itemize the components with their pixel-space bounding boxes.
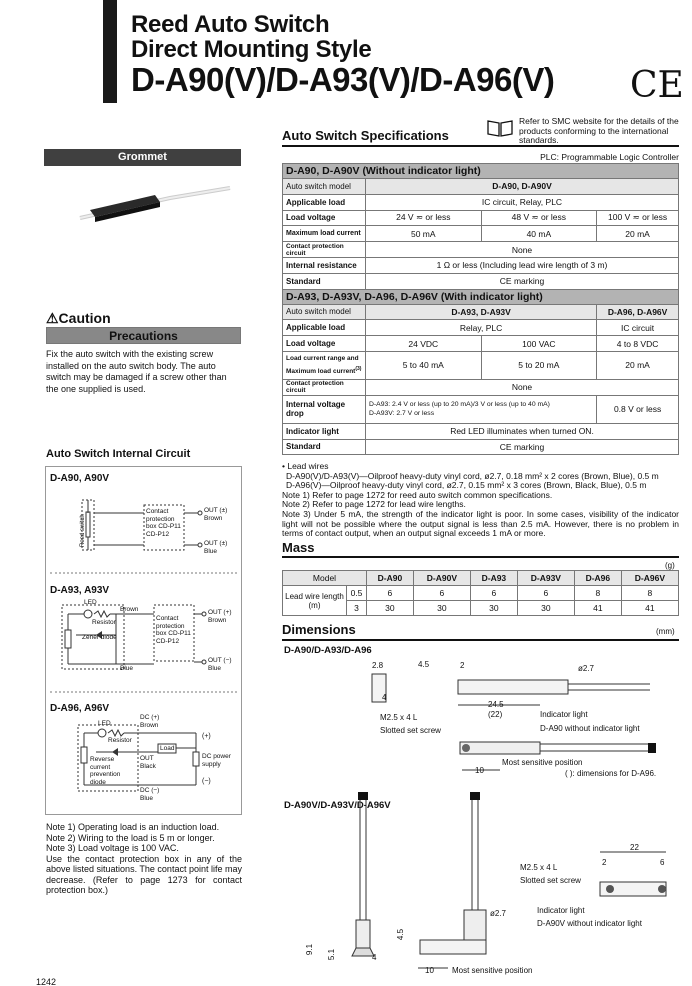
book-icon: [486, 118, 514, 138]
cell: 5 to 20 mA: [481, 351, 597, 379]
dim-label: M2.5 x 4 L: [380, 713, 418, 722]
circuit-box: [45, 466, 242, 815]
dim-label: Slotted set screw: [380, 726, 441, 735]
row-label: Internal voltage drop: [283, 395, 366, 423]
c3-dc-supply: DC power supply: [202, 753, 231, 768]
cell: 40 mA: [481, 226, 597, 242]
circuit-notes: [46, 822, 242, 896]
divider: [282, 639, 679, 641]
cell: 6: [470, 586, 517, 601]
cell: 24 VDC: [366, 336, 482, 352]
dim-label: 6: [660, 858, 665, 867]
dim-label: 2.8: [372, 661, 384, 670]
c3-dc-plus-color: Brown: [140, 722, 159, 729]
dimensions-unit: (mm): [656, 627, 675, 636]
title-line-2: Direct Mounting Style: [131, 36, 372, 63]
note: D-A90(V)/D-A93(V)—Oilproof heavy-duty vinyl cord, ø2.7, 0.18 mm² x 2 cores (Brown, Blue), 0.5 m: [286, 470, 659, 481]
dim-label: Indicator light: [537, 906, 585, 915]
header-bar: [103, 0, 117, 103]
dim-label: Indicator light: [540, 710, 588, 719]
c2-out-plus: OUT (+): [208, 609, 232, 616]
cell: 20 mA: [597, 226, 679, 242]
row-label: Applicable load: [283, 320, 366, 336]
cell: 41: [574, 601, 621, 616]
row-label: [283, 351, 366, 379]
dim-label: M2.5 x 4 L: [520, 863, 558, 872]
c3-load: Load: [160, 745, 175, 752]
row-label: Load voltage: [283, 336, 366, 352]
dim-label: 5.1: [327, 948, 337, 961]
mass-heading: Mass: [282, 540, 315, 555]
row-label: Internal resistance: [283, 257, 366, 273]
row-label: Standard: [283, 439, 366, 455]
cell: 30: [367, 601, 414, 616]
dim-label: ( ): dimensions for D-A96.: [565, 769, 657, 778]
c3-out-color: Black: [140, 763, 156, 770]
row-label: Contact protection circuit: [283, 379, 366, 395]
dimension-drawing-2: [300, 790, 680, 980]
c1-box-label: Contact protection box CD-P11 CD-P12: [146, 508, 181, 538]
cell: Red LED illuminates when turned ON.: [366, 423, 679, 439]
cell: 6: [413, 586, 470, 601]
cell: 6: [517, 586, 574, 601]
dimension-subtitle-1: D-A90/D-A93/D-A96: [284, 645, 372, 656]
mass-header: D-A93V: [517, 571, 574, 586]
row-label: Applicable load: [283, 194, 366, 210]
cell: 0.5: [347, 586, 367, 601]
cell: D-A93, D-A93V: [366, 304, 597, 320]
cell: 1 Ω or less (Including lead wire length of 3 m): [366, 257, 679, 273]
caution-heading: ⚠Caution: [46, 310, 111, 326]
cell: CE marking: [366, 439, 679, 455]
cell: 6: [367, 586, 414, 601]
cell: 5 to 40 mA: [366, 351, 482, 379]
dim-label: 4: [382, 693, 387, 702]
note: Note 2) Refer to page 1272 for lead wire lengths.: [282, 499, 466, 510]
cell: 24 V ≂ or less: [366, 210, 482, 226]
cell: 100 V ≂ or less: [597, 210, 679, 226]
dim-label: Most sensitive position: [502, 758, 583, 767]
cell: Relay, PLC: [366, 320, 597, 336]
cell: 4 to 8 VDC: [597, 336, 679, 352]
superscript: (3): [355, 365, 362, 372]
c3-resistor: Resistor: [108, 737, 132, 744]
cell: 50 mA: [366, 226, 482, 242]
dim-label: ø2.7: [490, 909, 507, 918]
c2-led: LED: [84, 599, 97, 606]
row-label: Auto switch model: [283, 304, 366, 320]
cell: [366, 395, 597, 423]
circuit-3-title: D-A96, A96V: [50, 703, 110, 714]
cell: 30: [413, 601, 470, 616]
dim-label: 2: [602, 858, 607, 867]
cell: 48 V ≂ or less: [481, 210, 597, 226]
c3-dc-minus-color: Blue: [140, 795, 154, 802]
row-label: Contact protection circuit: [283, 242, 366, 258]
spec-table: [282, 163, 679, 455]
row-label: Indicator light: [283, 423, 366, 439]
cell: D-A96, D-A96V: [597, 304, 679, 320]
c1-out-minus-color: Blue: [204, 548, 218, 555]
plc-note: PLC: Programmable Logic Controller: [540, 152, 679, 162]
circuit-1-title: D-A90, A90V: [50, 473, 110, 484]
cell: 8: [621, 586, 678, 601]
c3-reverse: Reverse current prevention diode: [90, 756, 121, 786]
cell: IC circuit: [597, 320, 679, 336]
cell: 0.8 V or less: [597, 395, 679, 423]
c2-out-plus-color: Brown: [208, 617, 227, 624]
dim-label: 4: [372, 953, 377, 962]
cell: 20 mA: [597, 351, 679, 379]
cell: 41: [621, 601, 678, 616]
c3-plus: (+): [202, 733, 211, 740]
label-part: Load current range and: [286, 354, 359, 362]
mass-header: D-A96: [574, 571, 621, 586]
row-label: Maximum load current: [283, 226, 366, 242]
dim-label: D-A90V without indicator light: [537, 919, 642, 928]
label-part: Maximum load current: [286, 368, 356, 376]
c3-minus: (−): [202, 778, 211, 785]
c2-box-label: Contact protection box CD-P11 CD-P12: [156, 615, 191, 645]
cell: None: [366, 242, 679, 258]
note: Note 1) Operating load is an induction load.: [46, 822, 220, 832]
title-line-1: Reed Auto Switch: [131, 11, 330, 38]
dim-label: (22): [488, 710, 503, 719]
note: Note 1) Refer to page 1272 for reed auto switch common specifications.: [282, 489, 553, 500]
dim-label: 4.5: [418, 660, 430, 669]
section-header: D-A93, D-A93V, D-A96, D-A96V (With indicator light): [283, 289, 679, 304]
row-label: Auto switch model: [283, 179, 366, 195]
dim-label: 2: [460, 661, 465, 670]
c3-dc-minus: DC (−): [140, 787, 160, 794]
ce-mark-icon: CE: [630, 65, 684, 106]
row-label: Lead wire length (m): [283, 586, 347, 616]
dim-label: ø2.7: [578, 664, 595, 673]
dim-label: 4.5: [396, 928, 406, 941]
dim-label: Most sensitive position: [452, 966, 533, 975]
c3-led: LED: [98, 720, 111, 727]
precaution-text: Fix the auto switch with the existing screw installed on the auto switch body. The auto switch may be damaged if a screw other than the one supplied is used.: [46, 349, 227, 394]
mass-header: Model: [283, 571, 367, 586]
mass-header: D-A96V: [621, 571, 678, 586]
c2-blue: Blue: [120, 665, 134, 672]
cell-line: D-A93: 2.4 V or less (up to 20 mA)/3 V or less (up to 40 mA): [369, 401, 550, 409]
dim-label: 10: [425, 966, 434, 975]
c2-out-minus: OUT (−): [208, 657, 232, 664]
precautions-bar: Precautions: [46, 327, 241, 344]
c3-dc-plus: DC (+): [140, 714, 160, 721]
note: Note 2) Wiring to the load is 5 m or longer.: [46, 832, 215, 843]
dimensions-heading: Dimensions: [282, 622, 356, 637]
cell: CE marking: [366, 273, 679, 289]
dim-label: 10: [475, 766, 484, 775]
dim-label: 22: [630, 843, 639, 852]
spec-heading: Auto Switch Specifications: [282, 128, 449, 143]
page-number: 1242: [36, 977, 57, 986]
cell: 3: [347, 601, 367, 616]
c2-resistor: Resistor: [92, 619, 116, 626]
c3-out: OUT: [140, 755, 154, 762]
switch-product-icon: [60, 180, 240, 250]
cell: None: [366, 379, 679, 395]
c1-out-plus-color: Brown: [204, 515, 223, 522]
row-label: Standard: [283, 273, 366, 289]
c1-out-plus: OUT (±): [204, 507, 228, 514]
row-label: Load voltage: [283, 210, 366, 226]
dim-label: 24.5: [488, 700, 504, 709]
smc-note: Refer to SMC website for the details of the products conforming to the international standards.: [519, 116, 679, 145]
note: Note 3) Under 5 mA, the strength of the indicator light is poor. In some cases, visibility of the indicator light will not be possible where the output signal is less than 2.5 mA. However, there is no problem in terms of contact output, when an output signal exceeds 1 mA or more.: [282, 508, 679, 539]
c2-brown: Brown: [120, 606, 139, 613]
section-header: D-A90, D-A90V (Without indicator light): [283, 164, 679, 179]
mass-header: D-A90V: [413, 571, 470, 586]
cell: 8: [574, 586, 621, 601]
cell: D-A90, D-A90V: [366, 179, 679, 195]
note: Use the contact protection box in any of the above listed situations. The contact point life may decrease. (Refer to page 1273 for contact protection box.): [46, 853, 242, 895]
lead-notes: [282, 462, 679, 539]
c1-out-minus: OUT (±): [204, 540, 228, 547]
cell-line: D-A93V: 2.7 V or less: [369, 410, 435, 418]
c2-out-minus-color: Blue: [208, 665, 222, 672]
circuit-2-title: D-A93, A93V: [50, 585, 110, 596]
circuit-heading: Auto Switch Internal Circuit: [46, 448, 191, 460]
note: D-A96(V)—Oilproof heavy-duty vinyl cord, ø2.7, 0.15 mm² x 3 cores (Brown, Black, Blue), 0.5 m: [286, 480, 647, 491]
divider: [282, 556, 679, 558]
cell: 100 VAC: [481, 336, 597, 352]
dim-label: 9.1: [305, 943, 315, 956]
dim-label: D-A90 without indicator light: [540, 724, 640, 733]
mass-header: D-A93: [470, 571, 517, 586]
mass-header: D-A90: [367, 571, 414, 586]
mass-table: [282, 570, 679, 616]
model-title: D-A90(V)/D-A93(V)/D-A96(V): [131, 61, 555, 98]
dimension-subtitle-2: D-A90V/D-A93V/D-A96V: [284, 800, 391, 811]
cell: IC circuit, Relay, PLC: [366, 194, 679, 210]
note: • Lead wires: [282, 461, 329, 471]
grommet-bar: Grommet: [44, 149, 241, 166]
c1-reed-label: Reed switch: [80, 514, 86, 547]
c2-zener: Zener diode: [82, 634, 117, 641]
note: Note 3) Load voltage is 100 VAC.: [46, 843, 179, 853]
mass-unit: (g): [665, 561, 675, 570]
dim-label: Slotted set screw: [520, 876, 581, 885]
cell: 30: [470, 601, 517, 616]
cell: 30: [517, 601, 574, 616]
